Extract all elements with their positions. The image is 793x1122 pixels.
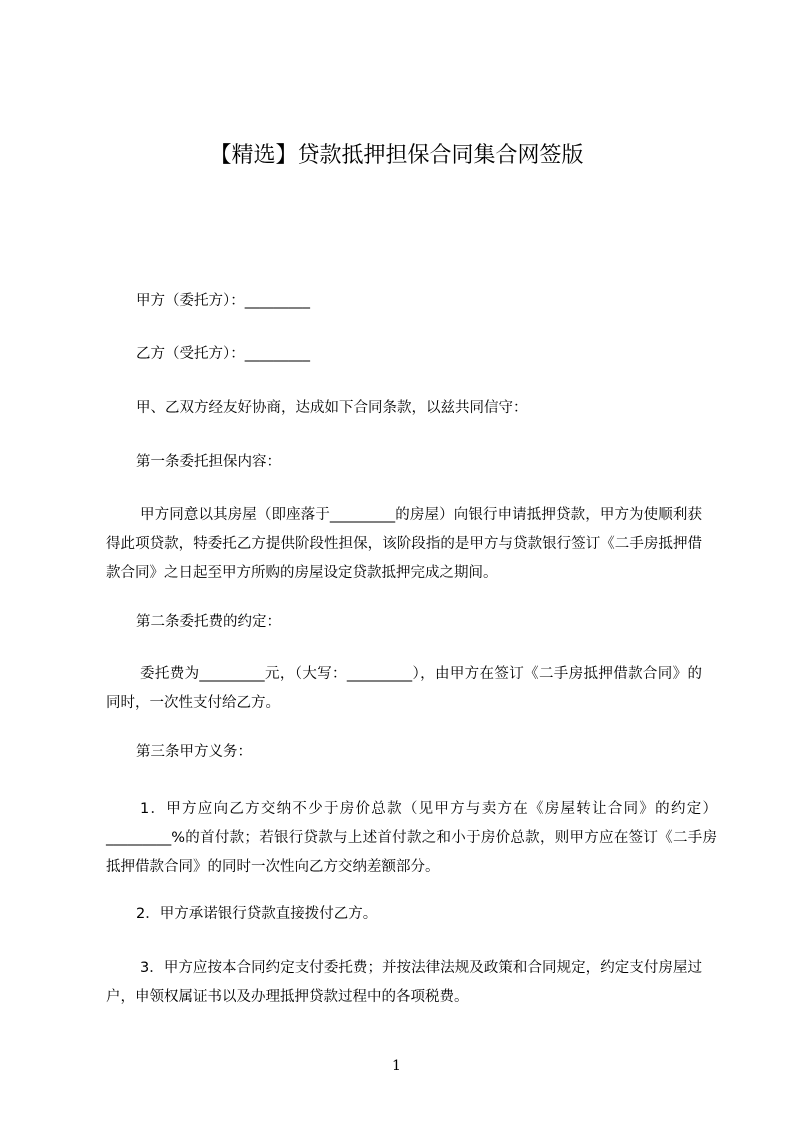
article3-item-3: 3．甲方应按本合同约定支付委托费；并按法律法规及政策和合同规定，约定支付房屋过户，申领权属证书以及办理抵押贷款过程中的各项税费。: [106, 960, 702, 1005]
article1-heading: 第一条委托担保内容：: [136, 454, 281, 470]
document-title: 【精选】贷款抵押担保合同集合网签版: [209, 143, 584, 168]
article1-body: 甲方同意以其房屋（即座落于_________的房屋）向银行申请抵押贷款，甲方为使顺利获得此项贷款，特委托乙方提供阶段性担保，该阶段指的是甲方与贷款银行签订《二手房抵押借款合同》之日起至甲方所购的房屋设定贷款抵押完成之期间。: [106, 507, 702, 581]
intro-paragraph: 甲、乙双方经友好协商，达成如下合同条款，以兹共同信守：: [136, 400, 528, 416]
party-a-line: 甲方（委托方）：_________: [136, 293, 310, 309]
party-b-line: 乙方（受托方）：_________: [136, 346, 310, 362]
article2-heading: 第二条委托费的约定：: [136, 614, 281, 630]
article3-item-2: 2．甲方承诺银行贷款直接拨付乙方。: [136, 906, 378, 922]
article3-item-1: 1．甲方应向乙方交纳不少于房价总款（见甲方与卖方在《房屋转让合同》的约定）_________%的首付款；若银行贷款与上述首付款之和小于房价总款，则甲方应在签订《二手房抵押借款合同》的同时一次性向乙方交纳差额部分。: [106, 801, 717, 875]
article3-heading: 第三条甲方义务：: [136, 744, 252, 760]
page-number: 1: [392, 1058, 401, 1074]
article2-body: 委托费为_________元，（大写：_________），由甲方在签订《二手房抵押借款合同》的同时，一次性支付给乙方。: [106, 666, 702, 711]
